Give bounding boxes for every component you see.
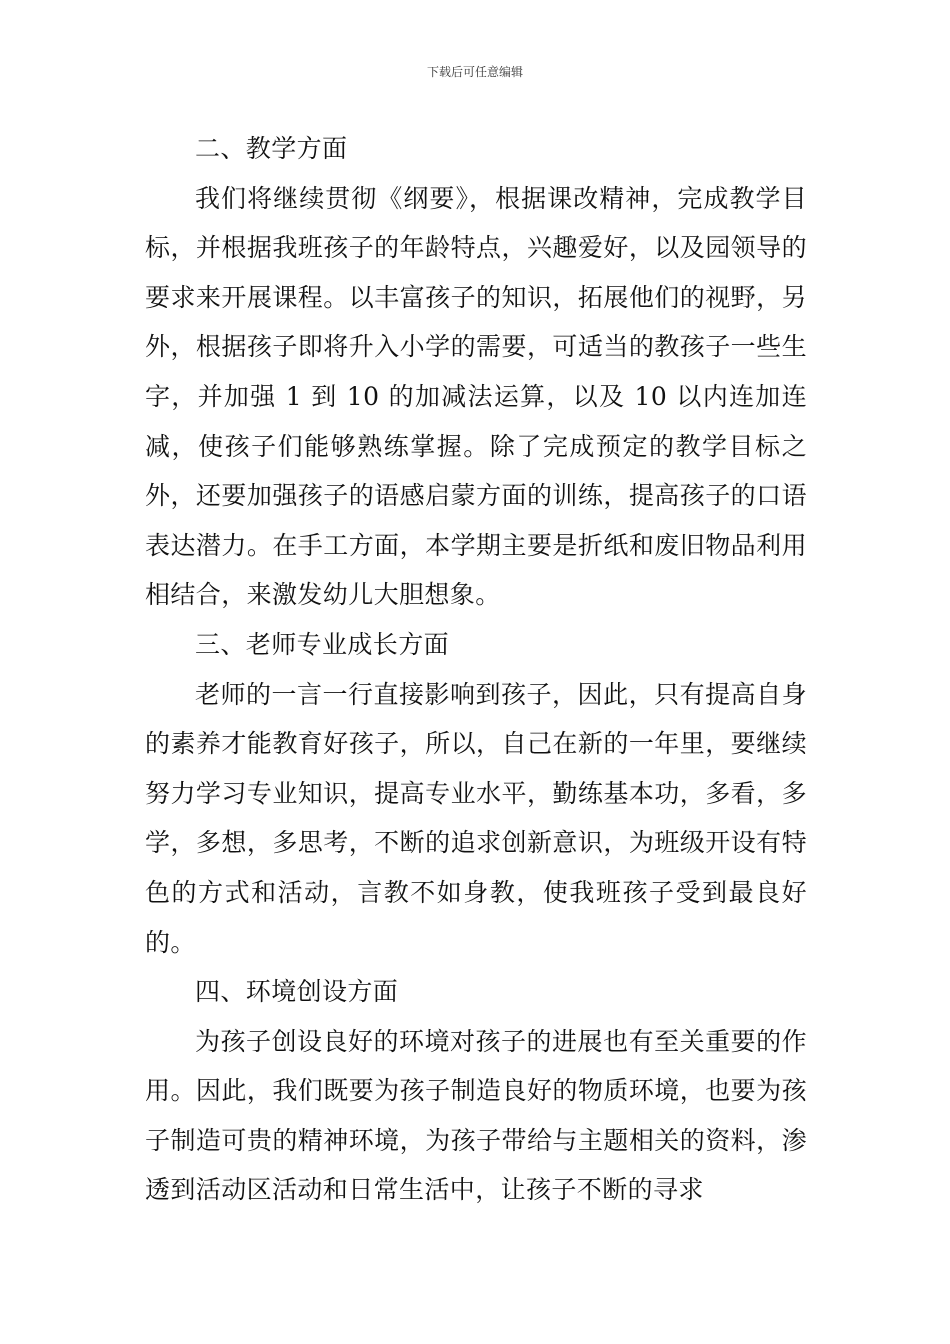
page-header-note: 下载后可任意编辑 [426, 65, 523, 79]
section-heading-teaching: 二、教学方面 [195, 134, 348, 163]
section-paragraph-teaching: 我们将继续贯彻《纲要》，根据课改精神，完成教学目标，并根据我班孩子的年龄特点，兴趣爱好，以及园领导的要求来开展课程。以丰富孩子的知识，拓展他们的视野，另外，根据孩子即将升入小学的需要，可适当的教孩子一些生字，并加强 1 到 10 的加减法运算，以及 10 以内连加连减，使孩子们能够熟练掌握。除了完成预定的教学目标之外，还要加强孩子的语感启蒙方面的训练，提高孩子的口语表达潜力。在手工方面，本学期主要是折纸和废旧物品利用相结合，来激发幼儿大胆想象。 [145, 183, 807, 610]
section-heading-teacher-growth: 三、老师专业成长方面 [195, 629, 450, 659]
document-body [145, 124, 807, 1215]
section-paragraph-environment: 为孩子创设良好的环境对孩子的进展也有至关重要的作用。因此，我们既要为孩子制造良好的物质环境，也要为孩子制造可贵的精神环境，为孩子带给与主题相关的资料，渗透到活动区活动和日常生活中，让孩子不断的寻求 [145, 1026, 807, 1205]
section-heading-environment: 四、环境创设方面 [195, 977, 399, 1007]
section-paragraph-teacher-growth: 老师的一言一行直接影响到孩子，因此，只有提高自身的素养才能教育好孩子，所以，自己在新的一年里，要继续努力学习专业知识，提高专业水平，勤练基本功，多看，多学，多想，多思考，不断的追求创新意识，为班级开设有特色的方式和活动，言教不如身教，使我班孩子受到最良好的。 [145, 679, 807, 957]
